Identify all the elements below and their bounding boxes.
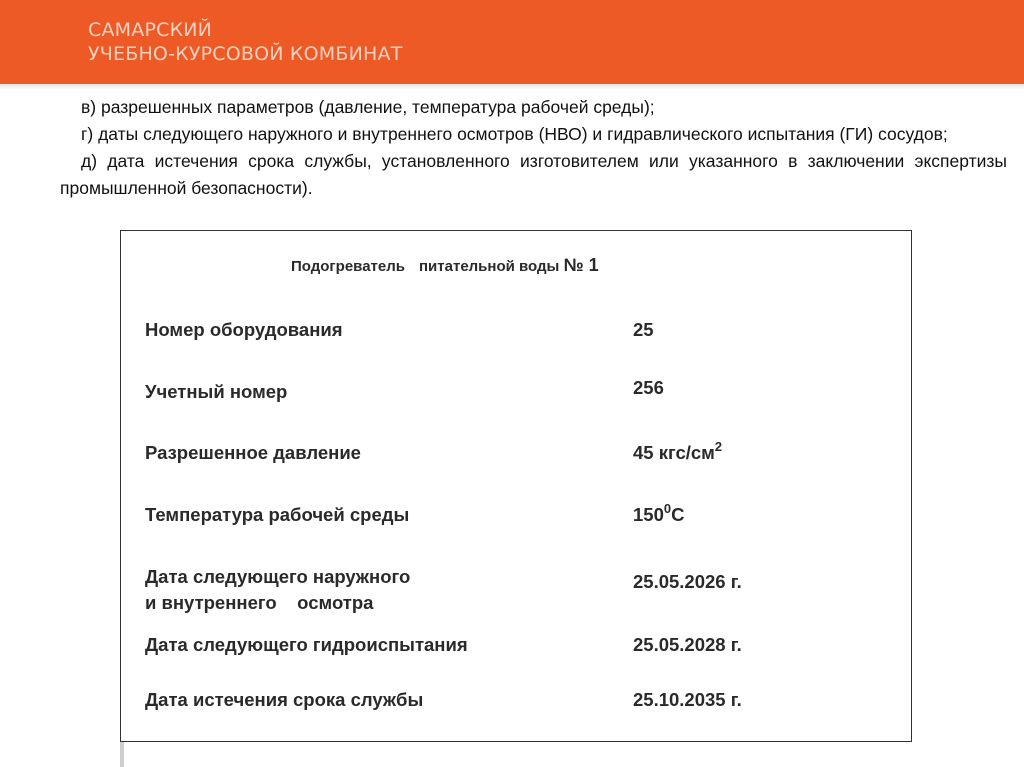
row-value-working-temperature <box>633 502 684 528</box>
row-label-equipment-number: Номер оборудования <box>145 319 343 340</box>
next-inspection-line-1: Дата следующего наружного <box>145 566 411 587</box>
paragraph-item-g: г) даты следующего наружного и внутреннего осмотров (НВО) и гидравлического испытания (ГИ) сосудов; <box>81 124 948 144</box>
row-value-equipment-number: 25 <box>633 319 654 340</box>
header-shadow <box>0 84 1024 90</box>
plate-title-part1: Подогреватель <box>291 258 405 275</box>
row-value-next-inspection: 25.05.2026 г. <box>633 571 742 592</box>
row-value-service-life-end: 25.10.2035 г. <box>633 689 742 710</box>
paragraph-item-v: в) разрешенных параметров (давление, температура рабочей среды); <box>81 97 655 117</box>
body-text <box>60 94 1007 202</box>
plate-title-part2: питательной воды <box>419 258 560 275</box>
pressure-value: 45 кгс/см <box>633 442 715 463</box>
row-label-next-inspection <box>145 564 410 616</box>
brand-line-1: САМАРСКИЙ <box>88 19 213 41</box>
row-value-registration-number: 256 <box>633 377 664 398</box>
next-inspection-line-2: и внутреннего осмотра <box>145 592 374 613</box>
temperature-suffix: С <box>671 504 685 525</box>
temperature-superscript: 0 <box>663 501 672 516</box>
temperature-value: 150 <box>633 504 664 525</box>
plate-title-number: № 1 <box>563 255 599 275</box>
row-label-registration-number: Учетный номер <box>145 381 288 402</box>
pressure-superscript: 2 <box>714 439 723 454</box>
brand-logo-text <box>88 18 403 66</box>
row-label-next-hydrotest: Дата следующего гидроиспытания <box>145 634 468 655</box>
page-edge-mark <box>120 742 124 767</box>
equipment-plate <box>120 230 912 742</box>
header-banner <box>0 0 1024 84</box>
brand-line-2: УЧЕБНО-КУРСОВОЙ КОМБИНАТ <box>88 43 403 65</box>
row-label-service-life-end: Дата истечения срока службы <box>145 689 424 710</box>
row-value-allowed-pressure <box>633 440 722 466</box>
plate-title <box>291 255 599 276</box>
row-value-next-hydrotest: 25.05.2028 г. <box>633 634 742 655</box>
paragraph-item-d: д) дата истечения срока службы, установленного изготовителем или указанного в заключении экспертизы промышленной безопасности). <box>60 151 1007 198</box>
row-label-allowed-pressure: Разрешенное давление <box>145 442 361 463</box>
row-label-working-temperature: Температура рабочей среды <box>145 504 410 525</box>
